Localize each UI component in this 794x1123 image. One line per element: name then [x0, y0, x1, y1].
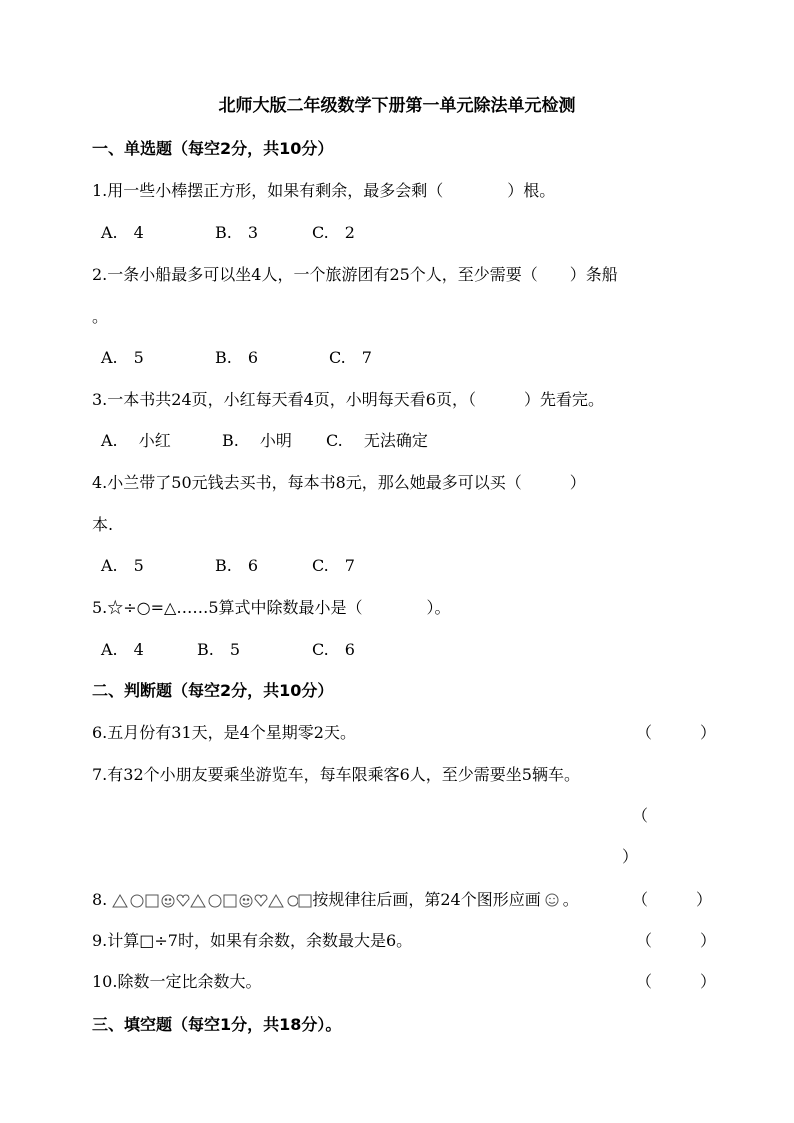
q4-option-a: A. 5 — [101, 556, 144, 575]
section-heading-fill-blank: 三、填空题（每空1分，共18分）。 — [92, 1015, 342, 1034]
question-7: 7.有32个小朋友要乘坐游览车，每车限乘客6人，至少需要坐5辆车。 — [92, 765, 580, 784]
q5-option-b: B. 5 — [197, 640, 241, 659]
q2-option-b: B. 6 — [215, 348, 259, 367]
smiley-face-icon — [545, 893, 559, 907]
question-4: 4.小兰带了50元钱去买书，每本书8元，那么她最多可以买（ ） — [92, 473, 586, 492]
question-9: 9.计算□÷7时，如果有余数，余数最大是6。 — [92, 931, 413, 950]
question-3: 3.一本书共24页，小红每天看4页，小明每天看6页，（ ）先看完。 — [92, 390, 604, 409]
q10-answer-paren: （ ） — [636, 972, 717, 991]
square-shape-icon — [298, 893, 312, 909]
page-title: 北师大版二年级数学下册第一单元除法单元检测 — [218, 96, 576, 116]
q1-option-c: C. 2 — [312, 223, 355, 242]
question-8-text: 按规律往后画，第24个图形应画 — [312, 890, 541, 909]
section-heading-single-choice: 一、单选题（每空2分，共10分） — [92, 139, 334, 158]
q1-option-a: A. 4 — [101, 223, 144, 242]
q9-answer-paren: （ ） — [636, 931, 717, 950]
q5-option-c: C. 6 — [312, 640, 355, 659]
q3-option-c: C. 无法确定 — [326, 431, 428, 450]
question-6: 6.五月份有31天，是4个星期零2天。 — [92, 723, 356, 742]
q3-option-b: B. 小明 — [222, 431, 292, 450]
question-2: 2.一条小船最多可以坐4人，一个旅游团有25个人，至少需要（ ）条船 — [92, 265, 618, 284]
question-8-end: 。 — [562, 890, 579, 909]
q7-paren-open: （ — [632, 806, 649, 825]
question-5: 5.☆÷○=△……5算式中除数最小是（ ）。 — [92, 598, 451, 617]
q1-option-b: B. 3 — [215, 223, 259, 242]
q4-option-c: C. 7 — [312, 556, 355, 575]
question-10: 10.除数一定比余数大。 — [92, 972, 262, 991]
question-8-number: 8. — [92, 890, 108, 909]
section-heading-true-false: 二、判断题（每空2分，共10分） — [92, 681, 334, 700]
q7-paren-close: ） — [622, 847, 639, 866]
q2-option-c: C. 7 — [329, 348, 372, 367]
q8-answer-paren: （ ） — [632, 890, 713, 909]
question-8 — [92, 890, 579, 910]
question-2-wrap: 。 — [92, 307, 109, 326]
question-4-wrap: 本. — [92, 515, 114, 534]
q6-answer-paren: （ ） — [636, 723, 717, 742]
q2-option-a: A. 5 — [101, 348, 144, 367]
question-1: 1.用一些小棒摆正方形，如果有剩余，最多会剩（ ）根。 — [92, 181, 556, 200]
q3-option-a: A. 小红 — [101, 431, 171, 450]
q5-option-a: A. 4 — [101, 640, 144, 659]
shape-pattern-sequence-icon — [112, 893, 298, 909]
q4-option-b: B. 6 — [215, 556, 259, 575]
